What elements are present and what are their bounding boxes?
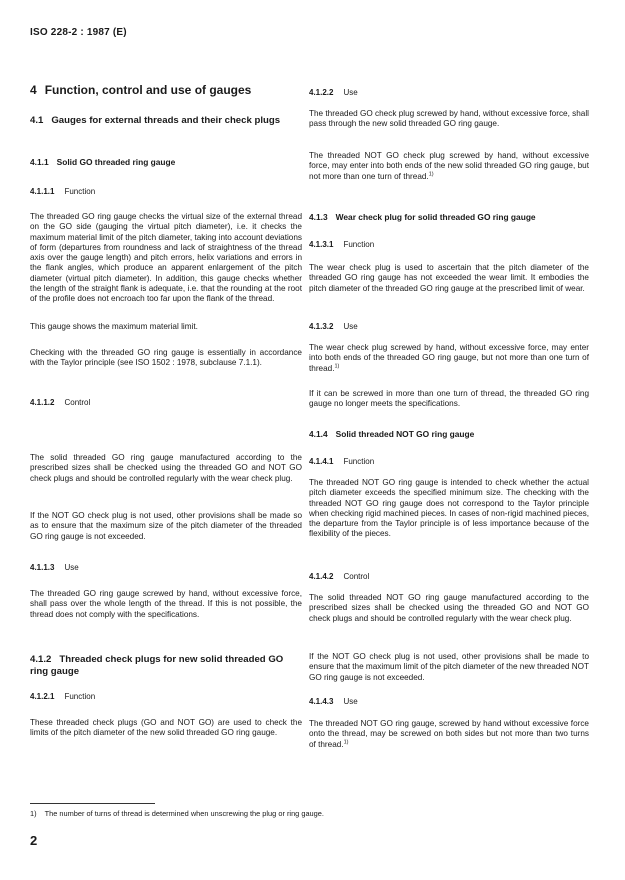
paragraph-go-check-plug-use: The threaded GO check plug screwed by hand, without excessive force, shall pass through the new solid threaded GO ring gauge.: [309, 109, 589, 129]
paragraph-not-go-function: The threaded NOT GO ring gauge is intended to check whether the actual pitch diameter exceeds the specified minimum size. The checking with the threaded NOT GO ring gauge does not correspond to the Taylor principle when checking rigid machined pieces. In cases of non-rigid machined pieces, the departure from the Taylor principle is of less importance because of the flexibility of the pieces.: [309, 478, 589, 539]
section-4-1-1-1-heading: 4.1.1.1 Function: [30, 187, 96, 196]
footnote-marker: 1): [30, 809, 37, 818]
section-4-1-1-2-heading: 4.1.1.2 Control: [30, 398, 91, 407]
section-4-1-2-2-heading: 4.1.2.2 Use: [309, 88, 358, 97]
paragraph-not-go-control: The solid threaded NOT GO ring gauge manufactured according to the prescribed sizes shall be checked using the threaded GO and NOT GO check plugs and should be controlled regularly with the wear check plug.: [309, 593, 589, 623]
paragraph-not-go-check-plug-use: The threaded NOT GO check plug screwed by hand, without excessive force, may enter into both ends of the new solid threaded GO ring gauge, but not more than one turn of thread.$^{1)}$: [309, 151, 589, 181]
section-4-1-3-2-heading: 4.1.3.2 Use: [309, 322, 358, 331]
section-4-1-3-1-heading: 4.1.3.1 Function: [309, 240, 375, 249]
paragraph-taylor-principle: Checking with the threaded GO ring gauge is essentially in accordance with the Taylor principle (see ISO 1502 : 1978, subclause 7.1.1).: [30, 348, 302, 368]
paragraph-wear-limit: If it can be screwed in more than one turn of thread, the threaded GO ring gauge no longer meets the specifications.: [309, 389, 589, 409]
footnote-ref: 1): [343, 738, 349, 745]
section-4-1-2-heading: 4.1.2 Threaded check plugs for new solid threaded GO ring gauge: [30, 654, 284, 677]
paragraph-not-go-provisions: If the NOT GO check plug is not used, other provisions shall be made so as to ensure that the maximum size of the pitch diameter of the threaded GO ring gauge is not exceeded.: [30, 511, 302, 541]
footnote-ref: 1): [334, 362, 340, 369]
footnote-text: The number of turns of thread is determined when unscrewing the plug or ring gauge.: [44, 809, 324, 818]
paragraph-not-go-use: The threaded NOT GO ring gauge, screwed by hand without excessive force onto the thread, may be screwed on both sides but not more than two turns of thread.$^{1)}$: [309, 719, 589, 749]
paragraph-gauge-function: The threaded GO ring gauge checks the virtual size of the external thread on the GO side (gauging the virtual pitch diameter), i.e. it checks the maximum material limit of the pitch diameter, taking into account deviations of form (departures from roundness and lack of straightness of the thread axis over the gauge length) and pitch errors, helix variations and errors in the flank angles, which produce an apparent enlargement of the pitch diameter (virtual pitch diameter). In addition, this gauge checks whether the length of the straight flank is adequate, i.e. that the rounding at the root of the profile does not encroach too far upon the flank of the thread.: [30, 212, 302, 304]
document-header: ISO 228-2 : 1987 (E): [30, 27, 127, 38]
section-4-1-4-3-heading: 4.1.4.3 Use: [309, 697, 358, 706]
footnote-divider: [30, 803, 155, 804]
footnote: [30, 809, 324, 818]
section-4-1-3-heading: 4.1.3 Wear check plug for solid threaded GO ring gauge: [309, 212, 536, 222]
section-4-1-2-1-heading: 4.1.2.1 Function: [30, 692, 96, 701]
section-4-1-1-heading: 4.1.1 Solid GO threaded ring gauge: [30, 157, 176, 167]
section-4-1-heading: 4.1 Gauges for external threads and their check plugs: [30, 115, 281, 126]
section-4-heading: 4 Function, control and use of gauges: [30, 83, 252, 97]
section-4-1-4-heading: 4.1.4 Solid threaded NOT GO ring gauge: [309, 429, 475, 439]
section-4-1-4-1-heading: 4.1.4.1 Function: [309, 457, 375, 466]
section-4-1-1-3-heading: 4.1.1.3 Use: [30, 563, 79, 572]
paragraph-wear-check-use: The wear check plug screwed by hand, without excessive force, may enter into both ends of the threaded GO ring gauge, but not more than one turn of thread.$^{1)}$: [309, 343, 589, 373]
paragraph-max-material: This gauge shows the maximum material limit.: [30, 322, 198, 331]
section-4-1-4-2-heading: 4.1.4.2 Control: [309, 572, 370, 581]
page-number: 2: [30, 833, 38, 848]
paragraph-wear-check-function: The wear check plug is used to ascertain that the pitch diameter of the threaded GO ring gauge has not exceeded the wear limit. It embodies the pitch diameter of the threaded GO ring gauge at the prescribed limit of wear.: [309, 263, 589, 293]
paragraph-check-plugs-function: These threaded check plugs (GO and NOT GO) are used to check the limits of the pitch diameter of the new solid threaded GO ring gauge.: [30, 718, 302, 738]
paragraph-not-go-provisions: If the NOT GO check plug is not used, other provisions shall be made to ensure that the maximum limit of the pitch diameter of the new threaded NOT GO ring gauge is not exceeded.: [309, 652, 589, 682]
paragraph-use: The threaded GO ring gauge screwed by hand, without excessive force, shall pass over the whole length of the thread. If this is not possible, the thread does not comply with the specifications.: [30, 589, 302, 619]
footnote-ref: 1): [428, 170, 434, 177]
paragraph-control: The solid threaded GO ring gauge manufactured according to the prescribed sizes shall be checked using the threaded GO and NOT GO check plugs and should be controlled regularly with the wear check plug.: [30, 453, 302, 483]
